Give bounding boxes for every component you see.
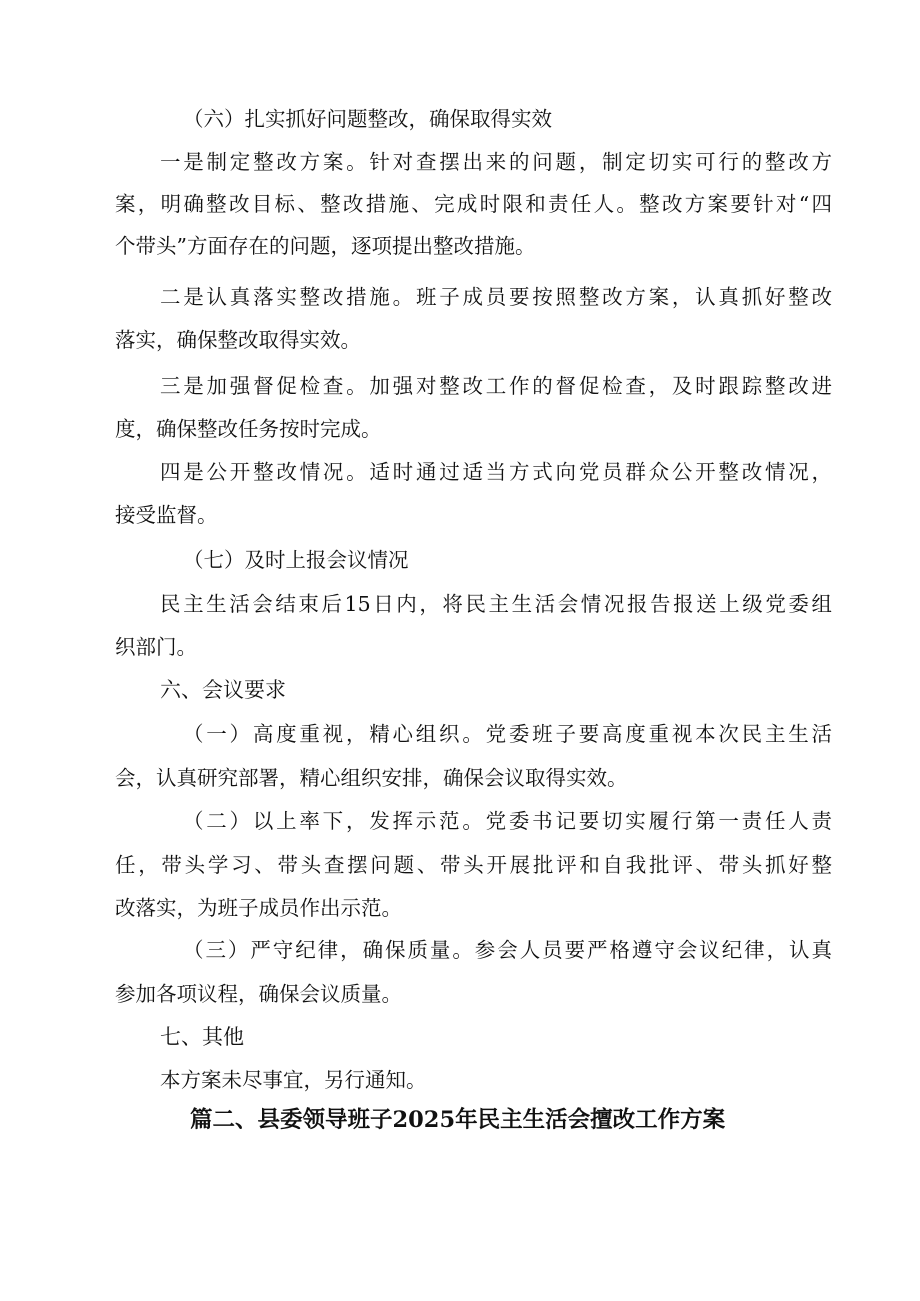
paragraph-line: 三是加强督促检查。加强对整改工作的督促检查，及时跟踪整改进 bbox=[160, 374, 832, 398]
paragraph-line: 改落实，为班子成员作出示范。 bbox=[115, 896, 402, 920]
paragraph-line: 会，认真研究部署，精心组织安排，确保会议取得实效。 bbox=[115, 766, 628, 790]
paragraph-line: 四是公开整改情况。适时通过适当方式向党员群众公开整改情况， bbox=[160, 460, 832, 484]
subsection-heading-7: （七）及时上报会议情况 bbox=[183, 548, 409, 572]
paragraph-line: （一）高度重视，精心组织。党委班子要高度重视本次民主生活 bbox=[183, 722, 832, 746]
section-heading-7: 七、其他 bbox=[160, 1025, 244, 1049]
paragraph-line: 民主生活会结束后15日内，将民主生活会情况报告报送上级党委组 bbox=[160, 592, 832, 616]
paragraph-line: 落实，确保整改取得实效。 bbox=[115, 328, 361, 352]
paragraph-line: 任，带头学习、带头查摆问题、带头开展批评和自我批评、带头抓好整 bbox=[115, 853, 832, 877]
paragraph-line: 接受监督。 bbox=[115, 503, 218, 527]
paragraph-line: 度，确保整改任务按时完成。 bbox=[115, 417, 382, 441]
paragraph-line: 个带头”方面存在的问题，逐项提出整改措施。 bbox=[115, 234, 536, 258]
document-title: 篇二、县委领导班子2025年民主生活会擅改工作方案 bbox=[190, 1107, 726, 1133]
section-heading-6: 六、会议要求 bbox=[160, 678, 286, 702]
paragraph-line: 参加各项议程，确保会议质量。 bbox=[115, 982, 402, 1006]
paragraph-line: 一是制定整改方案。针对查摆出来的问题，制定切实可行的整改方 bbox=[160, 150, 832, 174]
paragraph-line: （三）严守纪律，确保质量。参会人员要严格遵守会议纪律，认真 bbox=[183, 938, 832, 962]
paragraph-line: 本方案未尽事宜，另行通知。 bbox=[160, 1068, 427, 1092]
paragraph-line: 织部门。 bbox=[115, 635, 197, 659]
paragraph-line: （二）以上率下，发挥示范。党委书记要切实履行第一责任人责 bbox=[183, 809, 832, 833]
paragraph-line: 案，明确整改目标、整改措施、完成时限和责任人。整改方案要针对“四 bbox=[115, 192, 832, 216]
subsection-heading-6: （六）扎实抓好问题整改，确保取得实效 bbox=[183, 107, 552, 131]
paragraph-line: 二是认真落实整改措施。班子成员要按照整改方案，认真抓好整改 bbox=[160, 285, 832, 309]
